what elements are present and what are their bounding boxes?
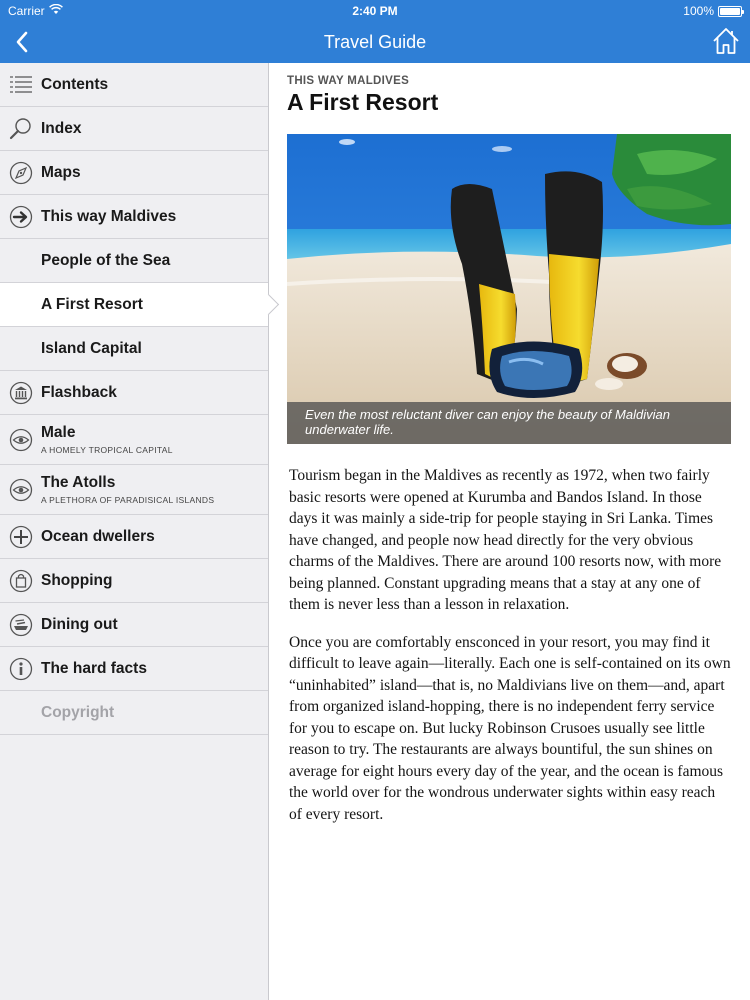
arrow-right-icon: [8, 204, 34, 230]
sidebar: [0, 63, 269, 1000]
sidebar-item-index[interactable]: [0, 107, 268, 151]
menu-text: [41, 424, 173, 455]
sidebar-item-label: The Atolls: [41, 474, 116, 491]
eye-icon: [8, 427, 34, 453]
menu-text: [41, 252, 170, 270]
sidebar-item-label: Flashback: [41, 383, 117, 401]
dining-icon: [8, 612, 34, 638]
nav-bar: [0, 22, 750, 63]
snorkel-beach-photo: [287, 134, 731, 444]
status-left: [8, 4, 63, 18]
plus-icon: [8, 524, 34, 550]
sidebar-item-people-of-the-sea[interactable]: [0, 239, 268, 283]
chevron-left-icon: [15, 31, 29, 53]
back-button[interactable]: [6, 26, 38, 58]
sidebar-item-copyright[interactable]: [0, 691, 268, 735]
menu-text: [41, 660, 147, 678]
sidebar-item-ocean-dwellers[interactable]: [0, 515, 268, 559]
info-icon: [8, 656, 34, 682]
home-button[interactable]: [710, 25, 742, 57]
menu-text: [41, 120, 81, 138]
menu-text: [41, 164, 81, 182]
sidebar-item-a-first-resort[interactable]: [0, 283, 268, 327]
sidebar-item-this-way-maldives[interactable]: [0, 195, 268, 239]
menu-text: [41, 208, 176, 226]
sidebar-item-male[interactable]: [0, 415, 268, 465]
magnifier-icon: [8, 116, 34, 142]
sidebar-item-label: Island Capital: [41, 339, 142, 357]
menu-text: [41, 572, 112, 590]
menu-text: [41, 616, 118, 634]
sidebar-item-contents[interactable]: [0, 63, 268, 107]
sidebar-item-label: Shopping: [41, 571, 113, 589]
sidebar-item-the-hard-facts[interactable]: [0, 647, 268, 691]
carrier-label: Carrier: [8, 4, 45, 18]
menu-text: [41, 528, 155, 546]
sidebar-item-the-atolls[interactable]: [0, 465, 268, 515]
list-icon: [8, 72, 34, 98]
sidebar-item-flashback[interactable]: [0, 371, 268, 415]
article-paragraph: Tourism began in the Maldives as recently as 1972, when two fairly basic resorts were opened at Kurumba and Bandos Island. In those days it was mainly a side-trip for people staying in Sri Lanka. Times have changed, and people now head directly for the very obvious charms of the Maldives. There are around 100 resorts now, with more being planned. Constant upgrading means that a stay at any one of them is never less than a lesson in relaxation.: [289, 467, 722, 613]
sidebar-item-label: A First Resort: [41, 295, 143, 313]
sidebar-item-subtitle: A HOMELY TROPICAL CAPITAL: [41, 445, 173, 455]
sidebar-item-label: Contents: [41, 75, 109, 93]
sidebar-item-subtitle: A PLETHORA OF PARADISICAL ISLANDS: [41, 495, 215, 505]
article-title: A First Resort: [287, 89, 439, 115]
status-bar: [0, 0, 750, 22]
article-kicker: THIS WAY MALDIVES: [287, 75, 410, 87]
bag-icon: [8, 568, 34, 594]
menu-text: [41, 340, 142, 358]
sidebar-item-label: Dining out: [41, 615, 118, 633]
sidebar-item-label: Ocean dwellers: [41, 527, 155, 545]
battery-icon: [718, 6, 742, 17]
home-icon: [710, 25, 742, 57]
sidebar-item-label: People of the Sea: [41, 251, 171, 269]
battery-fill: [720, 8, 740, 15]
status-right: [683, 4, 742, 18]
menu-text: [41, 76, 108, 94]
sidebar-item-shopping[interactable]: [0, 559, 268, 603]
sidebar-item-island-capital[interactable]: [0, 327, 268, 371]
menu-text: [41, 474, 214, 505]
battery-percent: 100%: [683, 4, 714, 18]
sidebar-item-label: Index: [41, 119, 82, 137]
eye-icon: [8, 477, 34, 503]
status-time: 2:40 PM: [352, 4, 398, 18]
menu-text: [41, 296, 143, 314]
article-pane: [270, 63, 750, 1000]
sidebar-item-label: The hard facts: [41, 659, 147, 677]
sidebar-item-label: Maps: [41, 163, 81, 181]
article-paragraph: Once you are comfortably ensconced in your resort, you may find it difficult to leave again—literally. Each one is self-contained on its own “uninhabited” island—that is, no Maldivians live on them—and, apart from organized island-hopping, there is no independent ferry service for you to escape on. But lucky Robinson Crusoes usually see little reason to try. The restaurants are always bountiful, the sun shines on average for eight hours every day of the year, and the ocean is famous the world over for the wondrous underwater sights within easy reach of every resort.: [289, 633, 731, 823]
museum-icon: [8, 380, 34, 406]
sidebar-item-maps[interactable]: [0, 151, 268, 195]
sidebar-item-label: This way Maldives: [41, 207, 177, 225]
hero-image: [287, 134, 731, 444]
menu-text: [41, 384, 117, 402]
sidebar-item-label: Copyright: [41, 703, 115, 721]
compass-icon: [8, 160, 34, 186]
nav-title: Travel Guide: [323, 32, 427, 52]
sidebar-item-dining-out[interactable]: [0, 603, 268, 647]
menu-text: [41, 704, 114, 722]
image-caption: Even the most reluctant diver can enjoy the beauty of Maldivian underwater life.: [287, 402, 731, 444]
wifi-icon: [49, 4, 63, 18]
sidebar-item-label: Male: [41, 424, 76, 441]
